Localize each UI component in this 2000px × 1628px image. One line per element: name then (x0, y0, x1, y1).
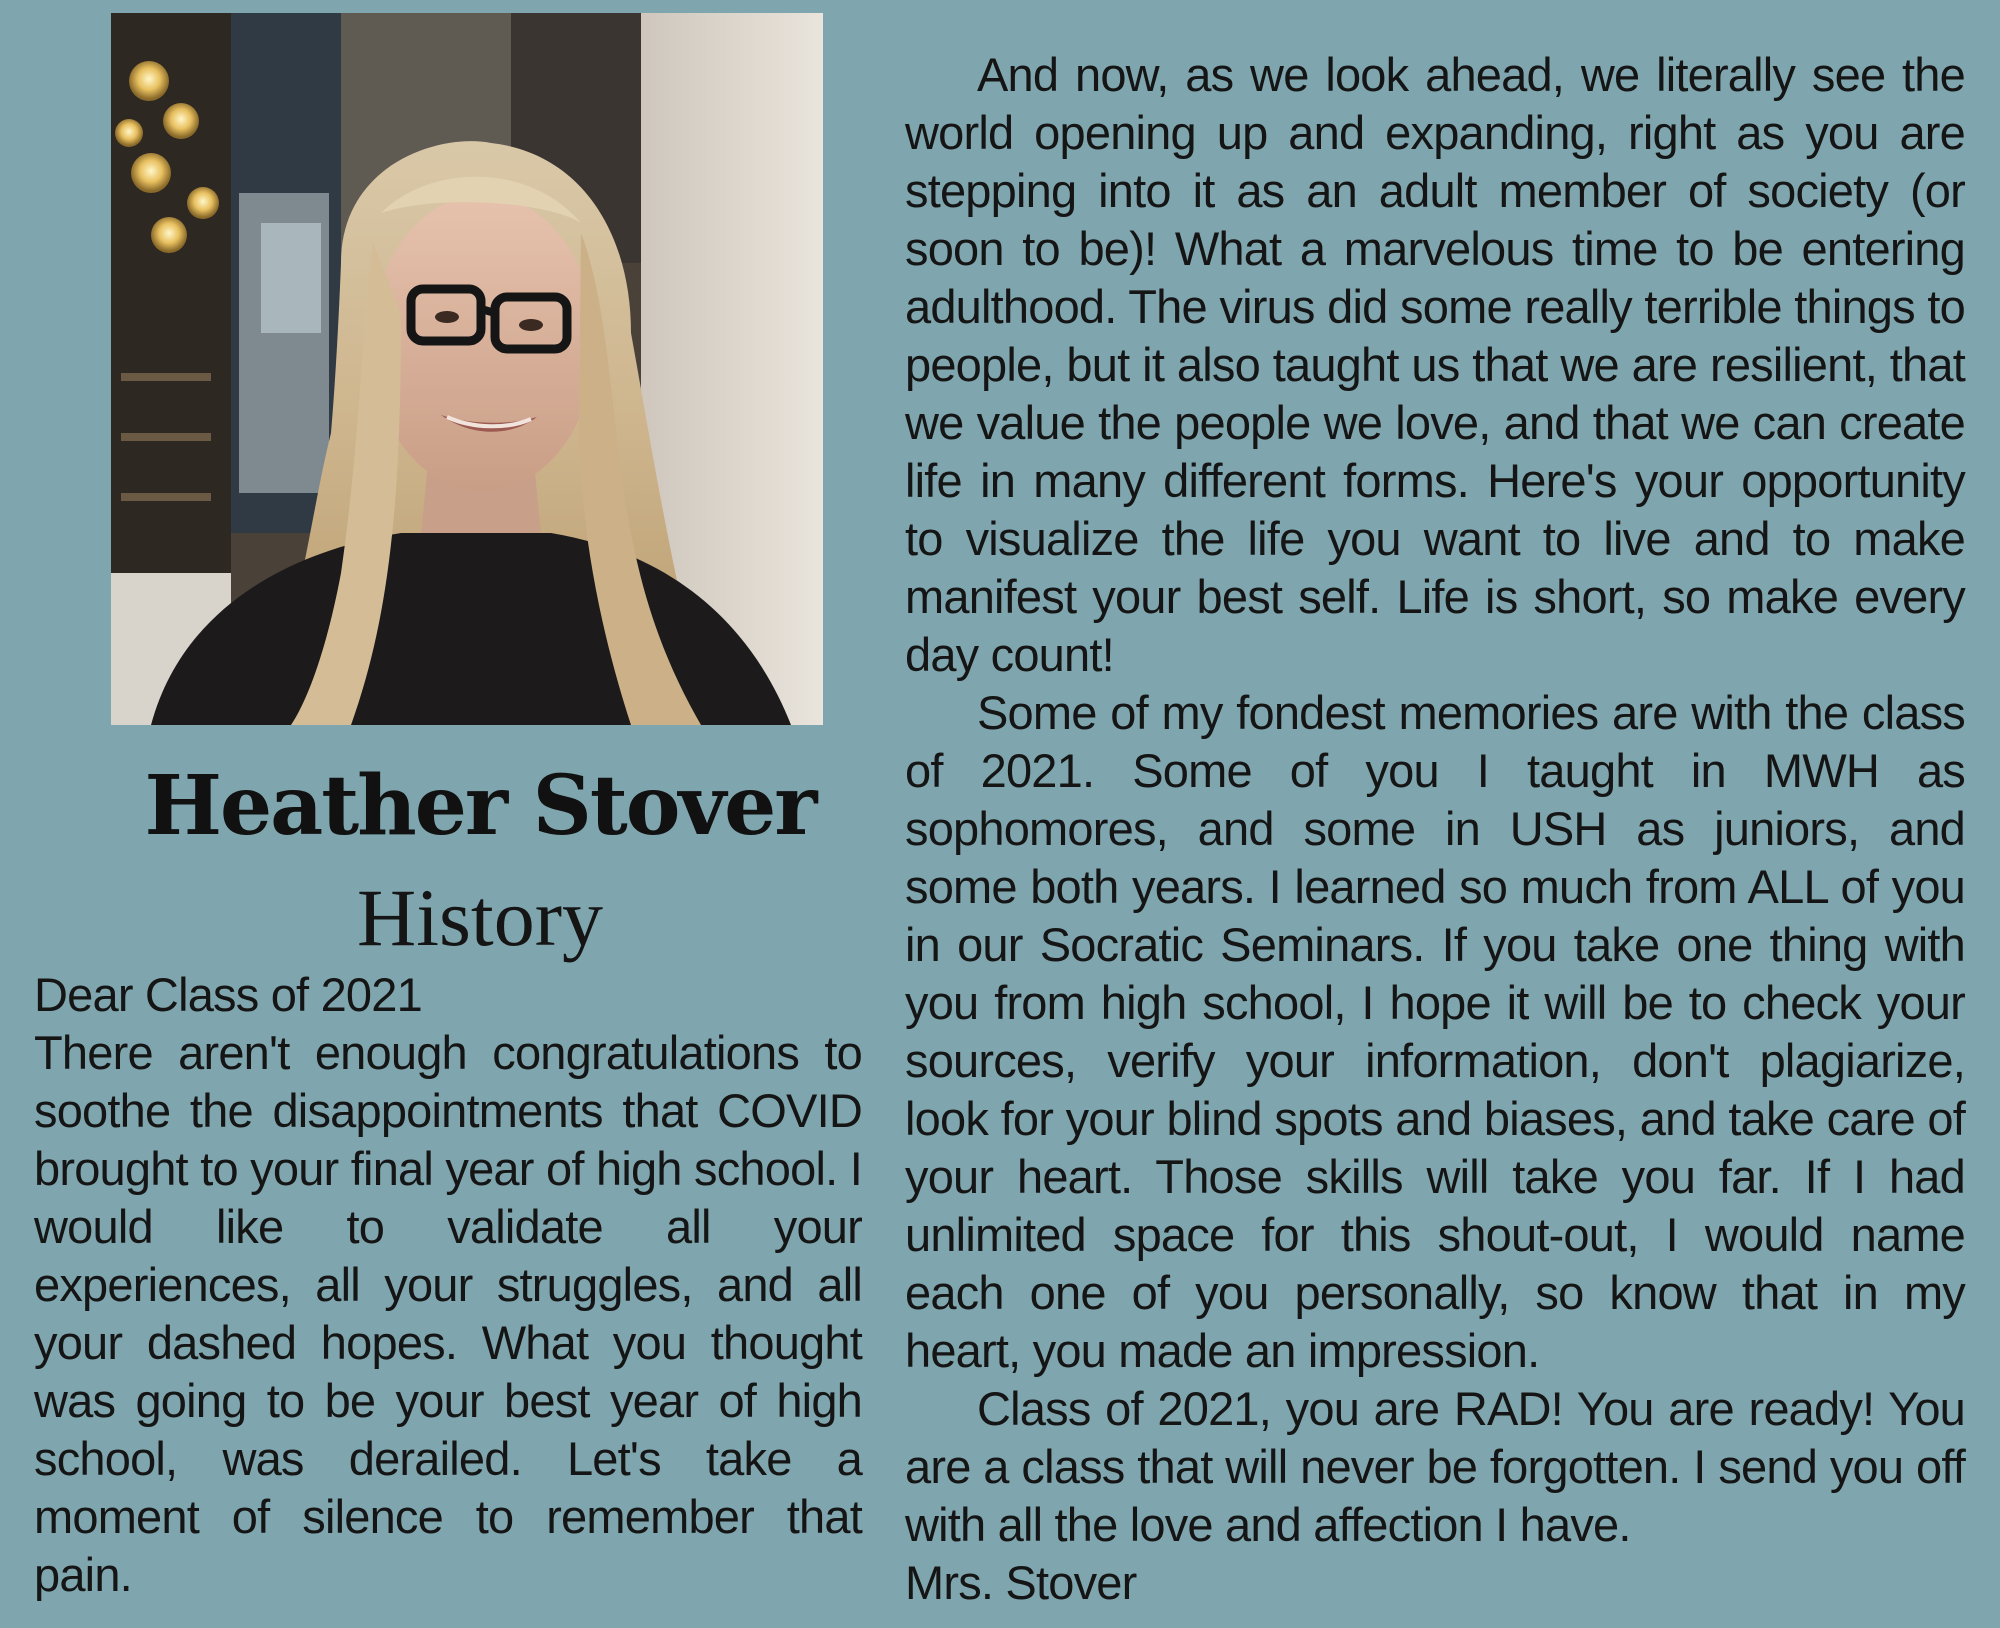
letter-paragraph: Some of my fondest memories are with the class of 2021. Some of you I taught in MWH as sophomores, and some in USH as juniors, and some both years. I learned so much from ALL of you in our Socratic Seminars. If you take one thing with you from high school, I hope it will be to check your sources, verify your information, don't plagiarize, look for your blind spots and biases, and take care of your heart. Those skills will take you far. If I had unlimited space for this shout-out, I would name each one of you personally, so know that in my heart, you made an impression. (905, 686, 1965, 1377)
letter-left-column (34, 966, 862, 1604)
letter-greeting: Dear Class of 2021 (34, 968, 422, 1021)
teacher-subject: History (357, 872, 603, 963)
letter-signature: Mrs. Stover (905, 1556, 1137, 1609)
teacher-portrait-photo (111, 13, 823, 725)
letter-paragraph: There aren't enough congratulations to soothe the disappointments that COVID brought to your final year of high school. I would like to validate all your experiences, all your struggles, and all your dashed hopes. What you thought was going to be your best year of high school, was derailed. Let's take a moment of silence to remember that pain. (34, 1026, 862, 1601)
letter-paragraph: And now, as we look ahead, we literally see the world opening up and expanding, right as you are stepping into it as an adult member of society (or soon to be)! What a marvelous time to be entering adulthood. The virus did some really terrible things to people, but it also taught us that we are resilient, that we value the people we love, and that we can create life in many different forms. Here's your opportunity to visualize the life you want to live and to make manifest your best self. Life is short, so make every day count! (905, 48, 1965, 681)
teacher-name: Heather Stover (144, 758, 816, 854)
letter-right-column (905, 46, 1965, 1612)
letter-paragraph: Class of 2021, you are RAD! You are ready! You are a class that will never be forgotten. I send you off with all the love and affection I have. (905, 1382, 1965, 1551)
